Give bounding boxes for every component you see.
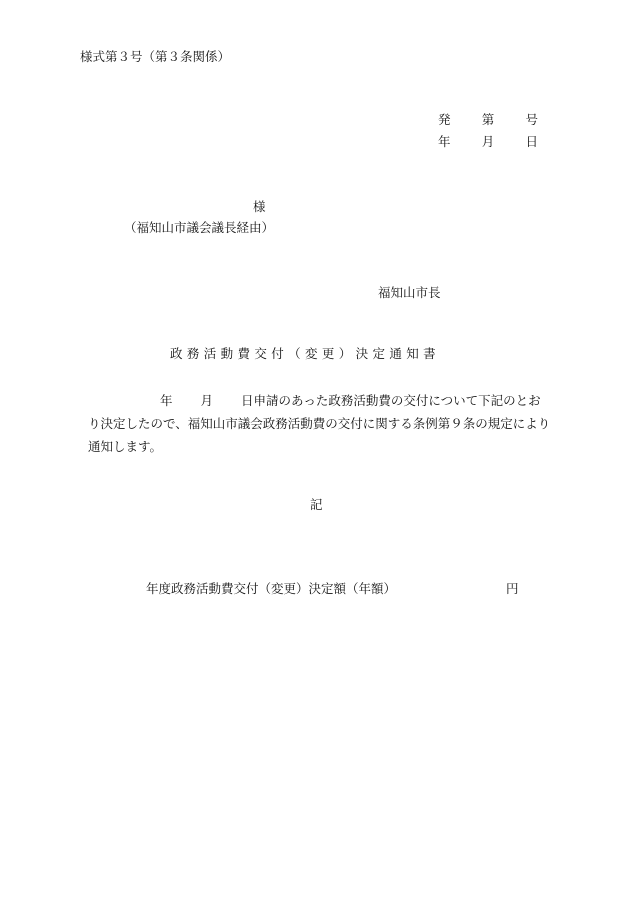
body-year-label: 年 [160, 393, 173, 408]
issue-year-label: 年 [438, 134, 451, 149]
decision-amount-label: 年度政務活動費交付（変更）決定額（年額） [146, 581, 397, 596]
form-number-label: 様式第３号（第３条関係） [80, 49, 231, 64]
addressee-honorific: 様 [253, 199, 266, 214]
issue-hatsu-label: 発 [438, 112, 451, 127]
ki-heading: 記 [310, 497, 323, 512]
body-month-label: 月 [200, 393, 214, 408]
issue-date-row [438, 136, 538, 149]
yen-unit: 円 [506, 581, 519, 596]
addressee-via-line: （福知山市議会議長経由） [124, 220, 275, 235]
issue-dai-label: 第 [481, 112, 495, 127]
body-text: 日申請のあった政務活動費の交付について下記のとおり決定したので、福知山市議会政務活動費の交付に関する条例第９条の規定により通知します。 [88, 393, 551, 454]
issue-month-label: 月 [481, 134, 495, 149]
issue-number-row [438, 114, 538, 127]
body-paragraph [88, 389, 552, 458]
sender-name: 福知山市長 [378, 285, 441, 300]
document-title: 政務活動費交付（変更）決定通知書 [170, 346, 441, 361]
issue-day-label: 日 [525, 134, 538, 149]
issue-go-label: 号 [525, 112, 538, 127]
